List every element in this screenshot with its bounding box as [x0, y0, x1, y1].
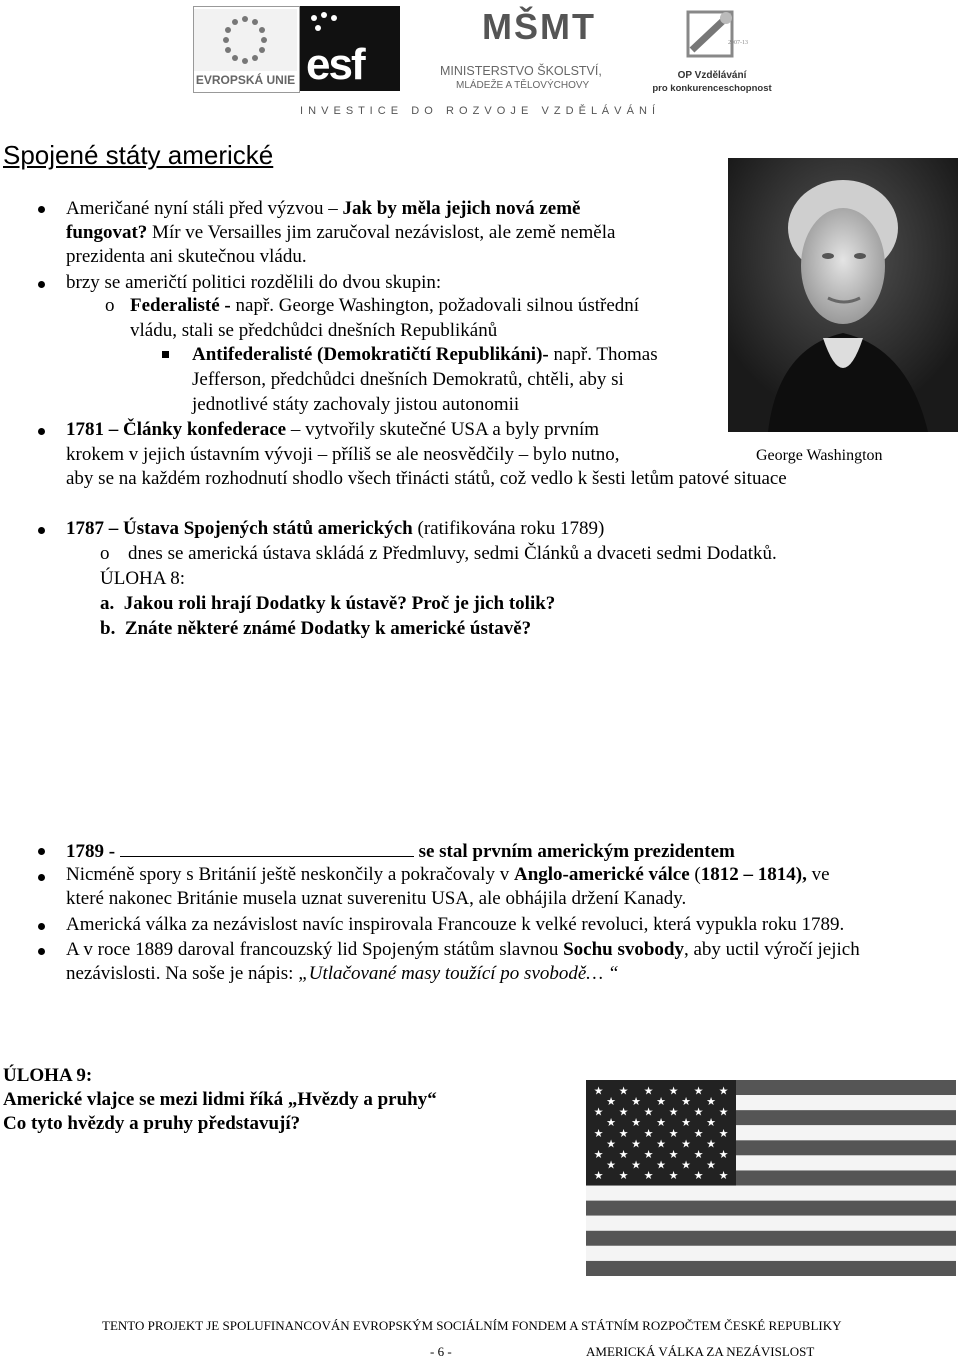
- s1-b1-l2: [66, 221, 615, 245]
- s3-b4-l1: [66, 938, 860, 962]
- antifederalists-text: např. Thomas: [553, 344, 658, 365]
- war-text-b: (: [689, 864, 701, 885]
- flag-stripe: [586, 1231, 956, 1246]
- war-years: 1812 – 1814),: [700, 864, 807, 885]
- flag-star: ★: [706, 1117, 716, 1130]
- eu-label: EVROPSKÁ UNIE: [195, 73, 296, 87]
- flag-star: ★: [668, 1169, 679, 1182]
- articles-text: – vytvořily skutečné USA a byly prvním: [286, 419, 600, 440]
- first-president-text: se stal prvním americkým prezidentem: [413, 841, 735, 862]
- flag-star: ★: [668, 1106, 679, 1119]
- flag-star: ★: [681, 1138, 691, 1151]
- esf-logo: [300, 6, 400, 91]
- flag-star: ★: [618, 1085, 629, 1098]
- footer-topic: AMERICKÁ VÁLKA ZA NEZÁVISLOST: [586, 1344, 815, 1359]
- federalists-text: např. George Washington, požadovali silnou ústřední: [235, 295, 640, 316]
- op-seal-year: 2007-13: [728, 40, 748, 46]
- star-icon: [306, 10, 346, 40]
- inscription-intro: nezávislosti. Na soše je nápis:: [66, 963, 299, 984]
- flag-star: ★: [681, 1159, 691, 1172]
- eu-flag-icon: [194, 9, 297, 71]
- s3-b3: Americká válka za nezávislost navíc inspirovala Francouze k velké revoluci, která vypukla roku 1789.: [66, 914, 845, 935]
- flag-star: ★: [693, 1127, 704, 1140]
- esf-label: esf: [306, 40, 364, 89]
- flag-stripe: [586, 1186, 956, 1201]
- header-tagline: I N V E S T I C E D O R O Z V O J E V Z D Ě L Á V Á N Í: [300, 105, 657, 117]
- flag-stripe: [586, 1216, 956, 1231]
- task-8-title: ÚLOHA 8:: [100, 568, 185, 589]
- bullet-3: [38, 428, 45, 435]
- msmt-logo: [440, 6, 615, 94]
- s3-b1: [66, 838, 735, 864]
- task-8-question-a: a. Jakou roli hrají Dodatky k ústavě? Proč je jich tolik?: [100, 593, 556, 614]
- flag-star: ★: [643, 1106, 654, 1119]
- constitution-label: 1787 – Ústava Spojených států amerických: [66, 518, 413, 539]
- s2-sub-marker: o: [100, 543, 110, 564]
- flag-star: ★: [606, 1159, 616, 1172]
- constitution-text: (ratifikována roku 1789): [412, 518, 605, 539]
- flag-star: ★: [618, 1169, 629, 1182]
- flag-star: ★: [593, 1127, 604, 1140]
- flag-star: ★: [706, 1138, 716, 1151]
- flag-star: ★: [643, 1148, 654, 1161]
- flag-star: ★: [593, 1148, 604, 1161]
- articles-year: 1781 –: [66, 419, 123, 440]
- flag-star: ★: [668, 1148, 679, 1161]
- s1-sub-marker: o: [105, 295, 115, 316]
- op-line1: OP Vzdělávání: [677, 70, 747, 81]
- flag-star: ★: [593, 1085, 604, 1098]
- bullet-5: [38, 848, 45, 855]
- bullet-1: [38, 206, 45, 213]
- op-seal-icon: [680, 6, 740, 66]
- flag-star: ★: [706, 1159, 716, 1172]
- msmt-monogram: MŠMT: [482, 6, 596, 47]
- s3-b2-l1: [66, 863, 830, 887]
- page-title: Spojené státy americké: [3, 140, 274, 170]
- flag-star: ★: [631, 1096, 641, 1109]
- s1-antifed-l2: Jefferson, předchůdci dnešních Demokratů, chtěli, aby si: [192, 369, 624, 390]
- first-president-year: 1789 -: [66, 841, 120, 862]
- flag-stripe: [586, 1201, 956, 1216]
- portrait-image: [728, 158, 958, 432]
- task-8-question-b: b. Znáte některé známé Dodatky k americké ústavě?: [100, 618, 532, 639]
- s1-federalists-l1: [130, 294, 639, 318]
- s1-b1-question-end: fungovat?: [66, 222, 148, 243]
- s3-b2-l2: které nakonec Británie musela uznat suverenitu USA, ale obhájila držení Kanady.: [66, 888, 687, 909]
- flag-star: ★: [618, 1148, 629, 1161]
- antifederalists-label: Antifederalisté (Demokratičtí Republikáni)-: [192, 344, 554, 365]
- flag-star: ★: [718, 1169, 729, 1182]
- flag-star: ★: [718, 1127, 729, 1140]
- flag-star: ★: [681, 1117, 691, 1130]
- bullet-7: [38, 923, 45, 930]
- bullet-6: [38, 874, 45, 881]
- washington-portrait: [728, 158, 958, 432]
- s3-b4-l2: [66, 962, 619, 986]
- bullet-2: [38, 281, 45, 288]
- flag-star: ★: [693, 1169, 704, 1182]
- flag-star: ★: [631, 1117, 641, 1130]
- federalists-label: Federalisté -: [130, 295, 236, 316]
- flag-star: ★: [593, 1106, 604, 1119]
- flag-star: ★: [706, 1096, 716, 1109]
- us-flag-icon: [586, 1080, 956, 1276]
- s1-b3-l2: krokem v jejich ústavním vývoji – příliš se ale neosvědčily – bylo nutno,: [66, 444, 620, 465]
- flag-star: ★: [631, 1159, 641, 1172]
- flag-star: ★: [718, 1148, 729, 1161]
- flag-star: ★: [693, 1148, 704, 1161]
- flag-star: ★: [656, 1117, 666, 1130]
- footer-page-number: - 6 -: [430, 1344, 452, 1359]
- task-9-line2: Co tyto hvězdy a pruhy představují?: [3, 1113, 301, 1134]
- s1-b1-text-b: Mír ve Versailles jim zaručoval nezávislost, ale země neměla: [147, 222, 616, 243]
- articles-label: Články konfederace: [123, 419, 287, 440]
- statue-name: Sochu svobody: [563, 939, 684, 960]
- s1-b2: brzy se američtí politici rozdělili do dvou skupin:: [66, 272, 442, 293]
- war-name: Anglo-americké válce: [513, 864, 690, 885]
- flag-star: ★: [631, 1138, 641, 1151]
- s1-antifed-l3: jednotlivé státy zachovaly jistou autonomii: [192, 394, 520, 415]
- war-text-a: Nicméně spory s Británií ještě neskončily a pokračovaly v: [66, 864, 514, 885]
- flag-star: ★: [606, 1117, 616, 1130]
- square-bullet: [162, 351, 169, 358]
- answer-blank[interactable]: [120, 838, 414, 857]
- s1-b1-text-a: Američané nyní stáli před výzvou –: [66, 198, 343, 219]
- task-9-title: ÚLOHA 9:: [3, 1065, 93, 1086]
- eu-logo: [193, 6, 300, 93]
- flag-star: ★: [668, 1085, 679, 1098]
- flag-star: ★: [618, 1106, 629, 1119]
- statue-text-a: A v roce 1889 daroval francouzský lid Spojeným státům slavnou: [66, 939, 564, 960]
- s2-sub-text: dnes se americká ústava skládá z Předmluvy, sedmi Článků a dvaceti sedmi Dodatků.: [128, 543, 777, 564]
- task-9-line1: Americké vlajce se mezi lidmi říká „Hvězdy a pruhy“: [3, 1089, 437, 1110]
- bullet-8: [38, 948, 45, 955]
- war-text-c: ve: [806, 864, 830, 885]
- flag-star: ★: [593, 1169, 604, 1182]
- statue-text-b: , aby uctil výročí jejich: [684, 939, 860, 960]
- flag-star: ★: [606, 1096, 616, 1109]
- flag-stripe: [586, 1246, 956, 1261]
- s1-b3-l3: aby se na každém rozhodnutí shodlo všech třinácti států, což vedlo k šesti letům patové situace: [66, 468, 787, 489]
- s1-federalists-l2: vládu, stali se předchůdci dnešních Republikánů: [130, 320, 498, 341]
- footer-funding: TENTO PROJEKT JE SPOLUFINANCOVÁN EVROPSKÝM SOCIÁLNÍM FONDEM A STÁTNÍM ROZPOČTEM ČESKÉ REPUBLIKY: [102, 1318, 842, 1333]
- flag-star: ★: [656, 1138, 666, 1151]
- msmt-line2: MLÁDEŽE A TĚLOVÝCHOVY: [456, 80, 590, 91]
- flag-star: ★: [681, 1096, 691, 1109]
- portrait-caption: George Washington: [756, 447, 883, 464]
- flag-star: ★: [718, 1106, 729, 1119]
- s2-b1: [66, 517, 604, 541]
- flag-star: ★: [606, 1138, 616, 1151]
- flag-star: ★: [668, 1127, 679, 1140]
- op-line2: pro konkurenceschopnost: [652, 83, 772, 94]
- flag-star: ★: [693, 1106, 704, 1119]
- s1-b1-l3: prezidenta ani skutečnou vládu.: [66, 246, 307, 267]
- s1-b3-l1: [66, 418, 599, 442]
- s1-b1-l1: [66, 197, 580, 221]
- inscription-text: „Utlačované masy toužící po svobodě… “: [298, 963, 619, 984]
- flag-stripe: [586, 1261, 956, 1276]
- flag-star: ★: [643, 1085, 654, 1098]
- flag-star: ★: [693, 1085, 704, 1098]
- flag-star: ★: [618, 1127, 629, 1140]
- op-logo: [652, 6, 772, 94]
- s1-b1-question: Jak by měla jejich nová země: [342, 198, 581, 219]
- s1-antifed-l1: [192, 343, 658, 367]
- us-flag-image: [586, 1080, 956, 1276]
- bullet-4: [38, 527, 45, 534]
- flag-star: ★: [643, 1127, 654, 1140]
- flag-star: ★: [656, 1096, 666, 1109]
- flag-star: ★: [656, 1159, 666, 1172]
- msmt-line1: MINISTERSTVO ŠKOLSTVÍ,: [440, 64, 602, 78]
- flag-star: ★: [643, 1169, 654, 1182]
- flag-star: ★: [718, 1085, 729, 1098]
